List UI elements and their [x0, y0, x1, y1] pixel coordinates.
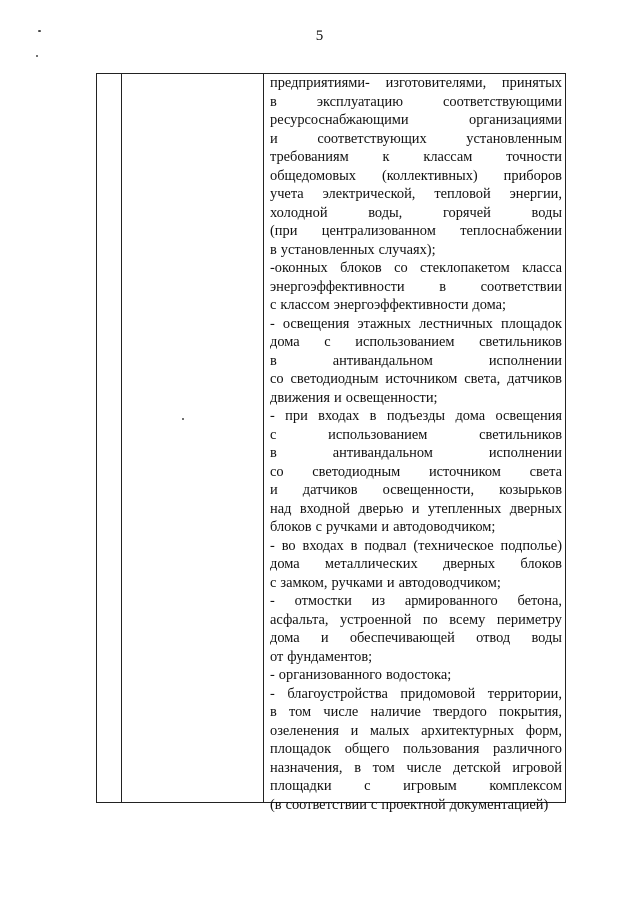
text-line	[270, 241, 562, 260]
text-word: наличие	[370, 704, 421, 720]
text-word: энергоэффективности	[270, 278, 405, 295]
text-word: точности	[506, 149, 562, 165]
text-word: ресурсоснабжающими	[270, 112, 409, 128]
text-word: фундаментов;	[287, 648, 373, 665]
text-word: эксплуатацию	[316, 93, 403, 110]
text-word: стеклопакетом	[420, 260, 510, 276]
text-word: тепловой	[434, 186, 491, 202]
text-word: общедомовых	[270, 167, 356, 184]
text-word: к	[382, 149, 390, 165]
text-word: -	[270, 408, 275, 424]
text-word: и	[320, 630, 329, 646]
text-word: ручками	[331, 574, 383, 591]
text-word: в	[354, 759, 361, 776]
text-word: площадок	[500, 315, 562, 332]
text-word: горячей	[442, 204, 491, 221]
text-line	[270, 315, 562, 334]
text-word: блоков	[520, 556, 562, 572]
text-word: в	[270, 445, 277, 461]
text-line	[270, 740, 562, 759]
text-word: документацией)	[449, 796, 549, 813]
text-word: -оконных	[270, 260, 328, 276]
text-word: соответствующих	[317, 130, 427, 147]
text-word: ручками	[325, 519, 378, 535]
text-word: различного	[492, 741, 562, 757]
text-word: освещенности,	[382, 482, 475, 498]
text-word: света	[529, 463, 562, 480]
text-line	[270, 574, 562, 593]
text-word: проектной	[381, 796, 446, 813]
text-line	[270, 648, 562, 667]
text-word: периметру	[496, 611, 562, 628]
text-word: входной	[299, 500, 350, 517]
text-word: светильников	[479, 426, 562, 443]
text-line	[270, 796, 562, 815]
text-line	[270, 74, 562, 93]
text-word: дома	[455, 408, 486, 424]
text-word: в	[270, 241, 277, 258]
text-word: классам	[423, 149, 473, 165]
text-word: всему	[449, 611, 486, 628]
text-line	[270, 759, 562, 778]
text-word: (в	[270, 796, 282, 813]
text-line	[270, 370, 562, 389]
text-line	[270, 259, 562, 278]
text-line	[270, 444, 562, 463]
text-word: в	[439, 278, 447, 295]
text-word: -	[270, 667, 275, 683]
text-word: числе	[406, 759, 442, 776]
text-line	[270, 592, 562, 611]
text-word: (коллективных)	[381, 167, 478, 184]
text-word: игровым	[403, 778, 457, 794]
text-word: -	[270, 315, 275, 332]
text-word: входах	[302, 537, 344, 554]
text-word: во	[281, 537, 296, 554]
text-word: в	[369, 408, 377, 424]
text-word: источником	[428, 463, 501, 480]
text-word: классом	[280, 297, 330, 313]
text-word: и	[270, 482, 278, 498]
text-word: дверью	[358, 500, 404, 517]
text-line	[270, 352, 562, 371]
text-word: с	[270, 297, 277, 313]
text-word: общего	[344, 741, 390, 757]
text-line	[270, 426, 562, 445]
text-line	[270, 537, 562, 556]
text-word: детской	[453, 759, 501, 776]
scan-speck	[38, 30, 41, 32]
text-word: и	[350, 722, 359, 739]
text-word: с	[270, 574, 277, 591]
text-word: учета	[270, 186, 304, 202]
text-word: движения	[270, 389, 330, 406]
text-word: в	[270, 704, 277, 720]
text-word: том	[372, 759, 395, 776]
text-word: устроенной	[339, 611, 412, 628]
text-word: в	[350, 537, 358, 554]
text-word: и	[270, 130, 278, 147]
text-word: утепленных	[427, 500, 502, 517]
text-word: входах	[318, 408, 360, 424]
text-word: архитектурных	[421, 722, 515, 739]
text-line	[270, 130, 562, 149]
text-word: площадок	[270, 741, 332, 757]
text-word: со	[270, 371, 284, 387]
text-word: централизованном	[321, 223, 436, 239]
text-word: установленных	[280, 241, 375, 258]
text-word: водостока;	[386, 667, 452, 683]
text-word: лестничных	[419, 315, 493, 332]
text-word: светодиодным	[290, 371, 379, 387]
text-word: металлических	[324, 556, 418, 572]
text-word: по	[422, 611, 438, 628]
document-table	[96, 73, 566, 813]
text-line	[270, 111, 562, 130]
text-word: и	[381, 519, 390, 535]
text-word: козырьков	[499, 482, 562, 498]
column-divider	[121, 74, 122, 802]
text-word: и	[411, 500, 420, 517]
text-word: при	[285, 408, 308, 424]
text-word: этажных	[357, 315, 411, 332]
text-word: электрической,	[322, 186, 416, 202]
text-word: игровой	[512, 759, 562, 776]
text-word: холодной	[270, 204, 328, 221]
text-word: твердого	[433, 704, 487, 720]
text-word: изготовителями,	[385, 75, 487, 91]
text-word: и	[333, 389, 342, 406]
text-word: освещения	[495, 408, 562, 424]
text-word: -	[270, 685, 275, 702]
text-word: подвал	[364, 537, 407, 554]
text-word: малых	[369, 722, 410, 739]
text-word: (техническое	[413, 537, 494, 554]
text-word: света,	[464, 371, 501, 387]
text-word: принятых	[501, 75, 562, 91]
text-word: комплексом	[489, 778, 562, 794]
text-word: дверных	[442, 556, 496, 572]
text-word: светильников	[479, 334, 562, 350]
text-word: -	[270, 537, 275, 554]
text-word: замком,	[280, 574, 328, 591]
text-word: числе	[323, 704, 359, 720]
text-word: армированного	[404, 593, 498, 609]
text-line	[270, 296, 562, 315]
text-word: энергии,	[509, 186, 562, 202]
scan-speck	[36, 55, 38, 57]
text-word: организациями	[469, 112, 562, 128]
text-line	[270, 407, 562, 426]
text-word: -	[270, 593, 275, 609]
text-word: автодоводчиком;	[393, 519, 496, 535]
text-word: придомовой	[400, 685, 476, 702]
text-line	[270, 518, 562, 537]
text-word: антивандальном	[332, 445, 433, 461]
text-word: покрытия,	[499, 704, 562, 720]
text-word: дома	[270, 334, 300, 350]
text-word: обеспечивающей	[349, 630, 455, 646]
text-word: установленным	[466, 130, 562, 147]
text-word: со	[270, 463, 284, 480]
text-word: воды	[531, 204, 562, 221]
text-word: с	[370, 796, 378, 813]
text-line	[270, 722, 562, 741]
text-word: автодоводчиком;	[398, 574, 501, 591]
text-word: антивандальном	[332, 352, 433, 369]
text-line	[270, 333, 562, 352]
text-line	[270, 204, 562, 223]
text-word: дверных	[509, 500, 562, 517]
text-line	[270, 555, 562, 574]
text-word: пользования	[403, 741, 480, 757]
text-line	[270, 222, 562, 241]
text-word: класса	[522, 260, 562, 276]
text-word: блоков	[340, 260, 382, 276]
text-word: из	[371, 593, 386, 609]
text-word: исполнении	[488, 445, 562, 461]
text-word: воды	[531, 630, 562, 646]
text-word: с	[364, 778, 371, 794]
column-divider	[263, 74, 264, 802]
text-word: со	[394, 260, 408, 276]
text-line	[270, 703, 562, 722]
text-line	[270, 666, 562, 685]
text-word: светодиодным	[312, 463, 401, 480]
text-word: дома	[270, 556, 300, 572]
text-word: соответствии	[480, 278, 562, 295]
text-word: соответствующими	[443, 93, 562, 110]
text-line	[270, 463, 562, 482]
text-word: использованием	[355, 334, 455, 350]
text-word: организованного	[278, 667, 383, 683]
text-line	[270, 500, 562, 519]
text-word: площадки	[270, 778, 332, 794]
text-word: использованием	[328, 426, 428, 443]
text-word: назначения,	[270, 759, 343, 776]
text-word: в	[270, 352, 277, 369]
text-line	[270, 167, 562, 186]
text-line	[270, 481, 562, 500]
text-word: исполнении	[488, 352, 562, 369]
text-word: в	[270, 93, 277, 110]
text-word: благоустройства	[287, 685, 388, 702]
text-word: датчиков	[507, 371, 562, 387]
text-word: том	[289, 704, 312, 720]
text-line	[270, 685, 562, 704]
text-word: подъезды	[386, 408, 446, 424]
text-word: датчиков	[302, 482, 358, 498]
text-line	[270, 185, 562, 204]
text-word: озеленения	[270, 722, 339, 739]
text-word: случаях);	[378, 241, 436, 258]
text-line	[270, 278, 562, 297]
text-word: с	[324, 334, 331, 350]
text-word: (при	[270, 223, 298, 239]
text-word: форм,	[525, 722, 562, 739]
text-line	[270, 629, 562, 648]
text-word: блоков	[270, 519, 312, 535]
text-word: подполье)	[500, 537, 562, 554]
text-line	[270, 777, 562, 796]
text-line	[270, 148, 562, 167]
text-word: асфальта,	[270, 611, 329, 628]
text-word: теплоснабжении	[460, 223, 562, 239]
page-number: 5	[315, 28, 324, 44]
text-word: с	[315, 519, 322, 535]
text-word: освещенности;	[345, 389, 438, 406]
text-word: бетона,	[517, 593, 562, 609]
text-word: воды,	[368, 204, 403, 221]
text-word: и	[386, 574, 395, 591]
requirements-text-cell	[267, 74, 562, 814]
text-word: освещения	[282, 315, 350, 332]
text-word: требованиям	[270, 149, 349, 165]
text-word: приборов	[503, 167, 562, 184]
text-word: над	[270, 500, 292, 517]
text-word: территории,	[487, 685, 562, 702]
text-line	[270, 389, 562, 408]
text-word: источником	[385, 371, 458, 387]
text-word: с	[270, 426, 277, 443]
text-word: энергоэффективности	[333, 297, 469, 313]
text-word: дома;	[472, 297, 507, 313]
text-word: от	[270, 648, 284, 665]
text-line	[270, 611, 562, 630]
text-line	[270, 93, 562, 112]
text-word: дома	[270, 630, 300, 646]
text-word: соответствии	[285, 796, 367, 813]
text-word: отмостки	[294, 593, 352, 609]
text-word: отвод	[476, 630, 511, 646]
text-word: предприятиями-	[270, 75, 370, 91]
